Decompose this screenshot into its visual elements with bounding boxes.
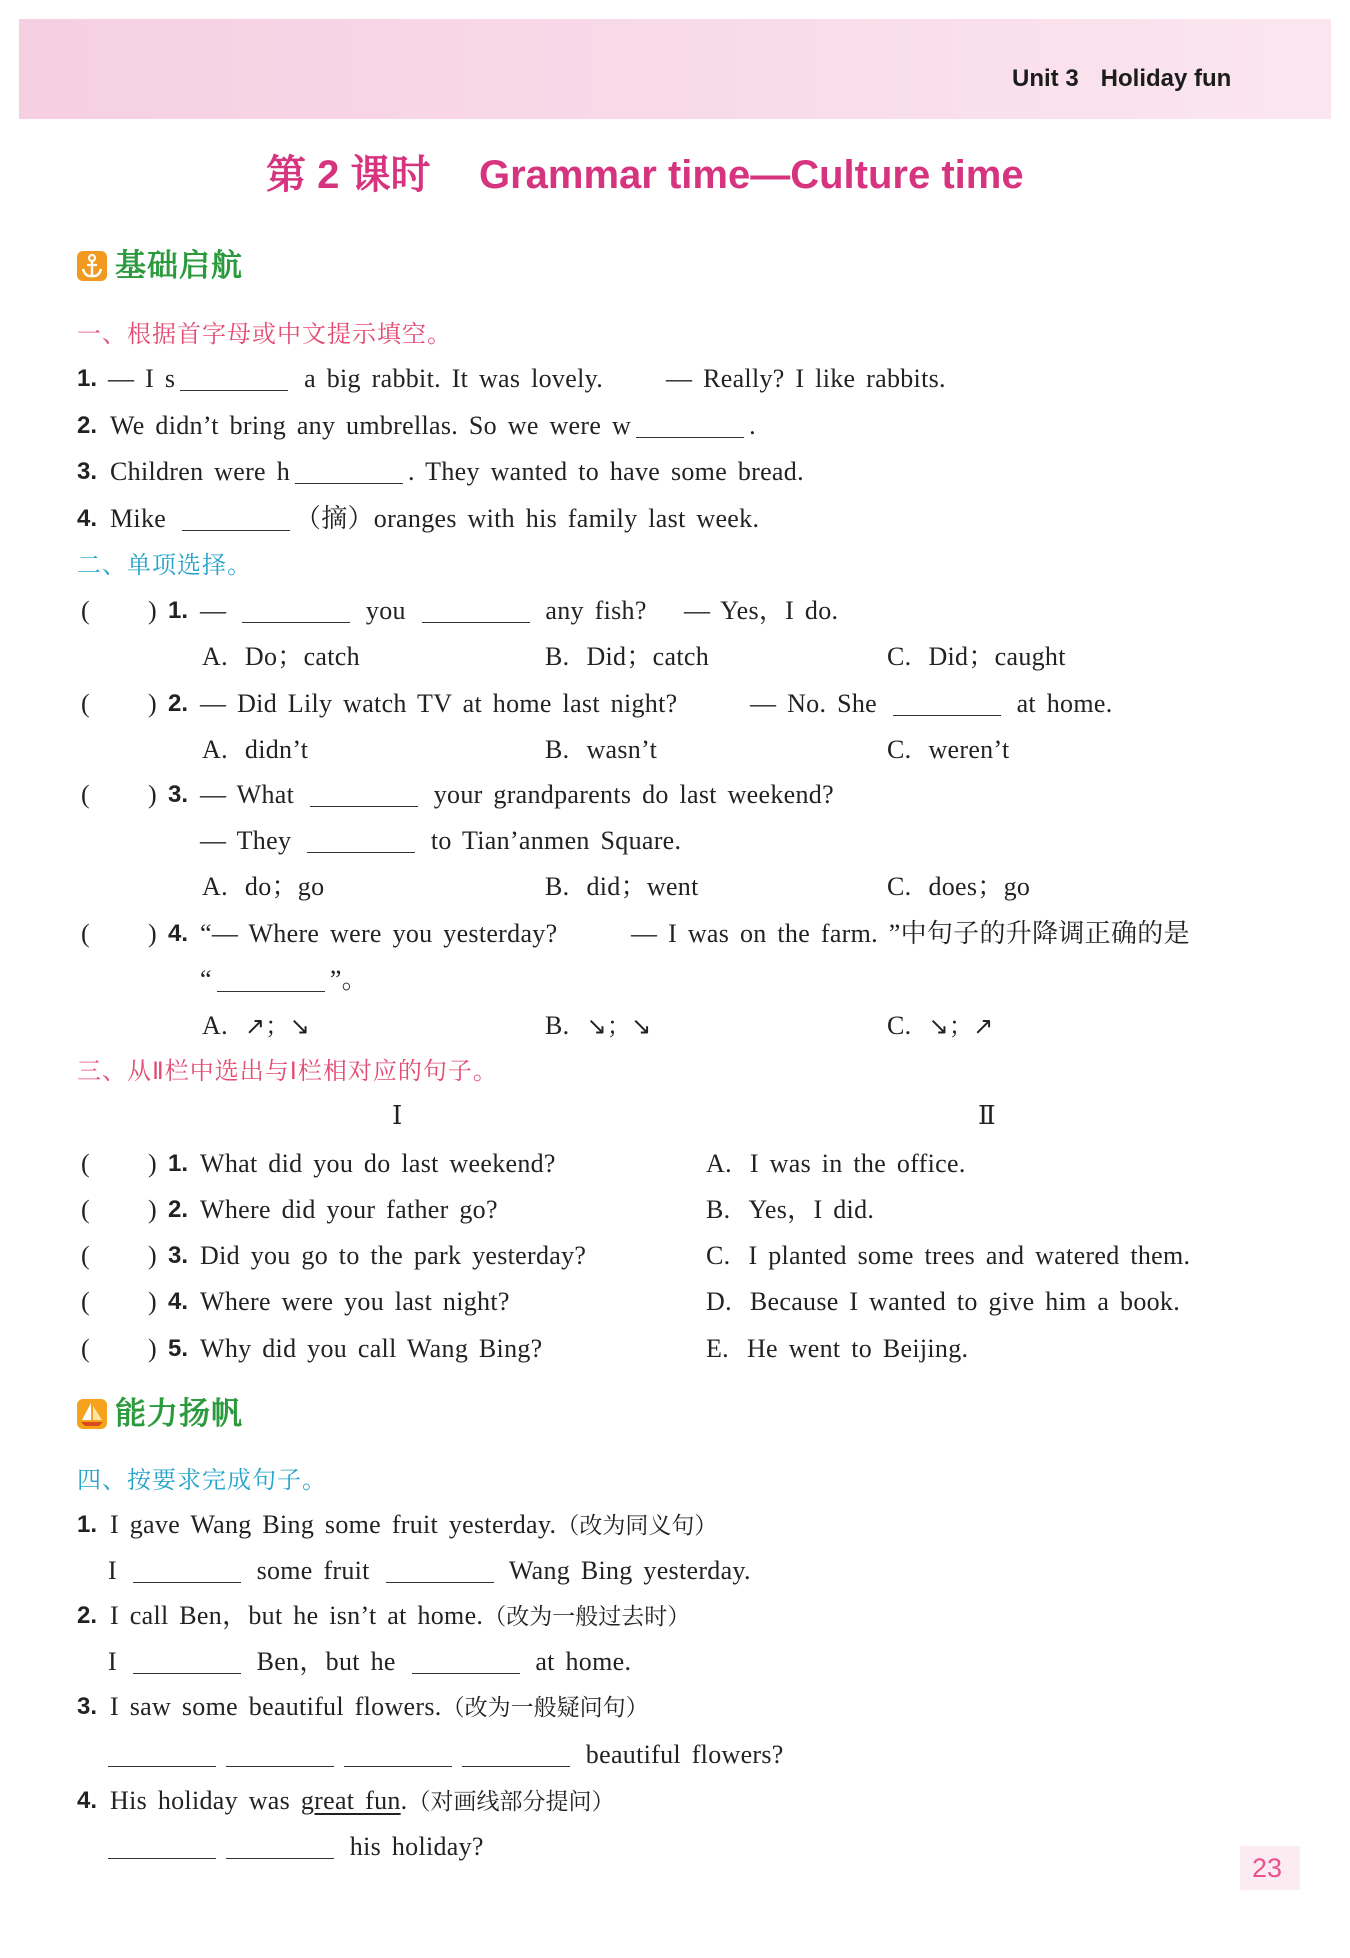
- part4-item-4: [0, 1784, 1350, 1818]
- answer-slot[interactable]: [94, 1243, 144, 1269]
- reply-text: — Yes，I do.: [684, 596, 839, 625]
- answer-blank[interactable]: [893, 695, 1001, 716]
- part4-item-1: [0, 1508, 1350, 1542]
- section-heading: 基础启航: [115, 248, 243, 285]
- answer-bracket-open: (: [81, 1287, 90, 1316]
- answer-blank[interactable]: [226, 1746, 334, 1767]
- answer-blank[interactable]: [133, 1653, 241, 1674]
- item-number: 3.: [77, 1693, 98, 1720]
- question-number: 1.: [168, 597, 189, 624]
- underlined-phrase: great fun: [300, 1786, 401, 1815]
- answer-sentence: [103, 1738, 784, 1772]
- option-a: [202, 733, 308, 767]
- option-letter: A.: [202, 872, 228, 901]
- answer-blank[interactable]: [217, 971, 325, 992]
- option-text: I was in the office.: [749, 1149, 966, 1178]
- question-text: you: [355, 596, 417, 625]
- quote-open: “: [200, 965, 212, 994]
- quote-close: ”。: [329, 965, 368, 994]
- unit-number: Unit 3: [1012, 65, 1079, 92]
- answer-blank[interactable]: [108, 1838, 216, 1859]
- option-text: wasn’t: [586, 735, 658, 764]
- answer-bracket-open: (: [81, 1195, 90, 1224]
- item-text: .: [400, 1786, 408, 1815]
- reply-text: — They: [200, 826, 303, 855]
- item-sentence: [110, 409, 756, 443]
- match-row-1: [0, 1147, 1350, 1181]
- reply-sentence: [200, 824, 681, 858]
- part1-item-1: [0, 362, 1350, 396]
- item-sentence: [110, 502, 759, 536]
- item-text: I gave Wang Bing some fruit yesterday.: [110, 1510, 557, 1539]
- part4-answer-4: [0, 1830, 1350, 1864]
- option-letter: C.: [887, 1011, 912, 1040]
- option-text: Did；catch: [586, 642, 709, 671]
- answer-sentence: [108, 1645, 631, 1679]
- reply-text: at home.: [1005, 689, 1113, 718]
- answer-text: I: [108, 1647, 128, 1676]
- answer-slot[interactable]: [94, 1197, 144, 1223]
- lesson-number: 第 2 课时: [266, 153, 431, 197]
- answer-blank[interactable]: [307, 832, 415, 853]
- question-text: your grandparents do last weekend?: [422, 780, 834, 809]
- row-number: 3.: [168, 1242, 189, 1269]
- item-sentence: [110, 455, 804, 489]
- option-letter: D.: [706, 1287, 732, 1316]
- match-row-4: [0, 1285, 1350, 1319]
- answer-blank[interactable]: [636, 417, 744, 438]
- page-number: 23: [1252, 1853, 1283, 1883]
- section-ability: [77, 1395, 243, 1433]
- column-1-sentence: Where were you last night?: [200, 1287, 510, 1316]
- question-number: 2.: [168, 690, 189, 717]
- question-sentence: [200, 963, 368, 997]
- answer-blank[interactable]: [108, 1746, 216, 1767]
- reply-text: — No. She: [750, 689, 888, 718]
- part4-item-2: [0, 1599, 1350, 1633]
- item-number: 1.: [77, 365, 98, 392]
- answer-text: Ben，but he: [245, 1647, 407, 1676]
- question-text: —: [200, 596, 238, 625]
- answer-bracket-close: ): [148, 1149, 157, 1178]
- answer-bracket-close: ): [148, 919, 157, 948]
- question-4-options: [0, 1009, 1350, 1043]
- answer-text: at home.: [524, 1647, 632, 1676]
- answer-blank[interactable]: [226, 1838, 334, 1859]
- item-number: 4.: [77, 505, 98, 532]
- option-letter: B.: [545, 872, 570, 901]
- answer-slot[interactable]: [94, 1289, 144, 1315]
- answer-blank[interactable]: [242, 602, 350, 623]
- answer-blank[interactable]: [462, 1746, 570, 1767]
- item-text: . They wanted to have some bread.: [408, 457, 804, 486]
- part2-question-3-reply: [0, 824, 1350, 858]
- answer-bracket-close: ): [148, 1287, 157, 1316]
- part4-answer-2: [0, 1645, 1350, 1679]
- answer-bracket-open: (: [81, 596, 90, 625]
- reply-text: — Really? I like rabbits.: [666, 364, 946, 393]
- question-text: “— Where were you yesterday?: [200, 919, 558, 948]
- answer-slot[interactable]: [94, 1336, 144, 1362]
- item-instruction: （改为一般疑问句）: [441, 1695, 649, 1721]
- column-2-option: [706, 1147, 966, 1181]
- option-c: [887, 733, 1009, 767]
- answer-slot[interactable]: [94, 598, 144, 624]
- option-letter: B.: [545, 735, 570, 764]
- answer-blank[interactable]: [182, 510, 290, 531]
- part2-heading: 二、单项选择。: [77, 551, 252, 579]
- option-a: [202, 640, 360, 674]
- answer-bracket-close: ): [148, 1334, 157, 1363]
- answer-bracket-close: ): [148, 1195, 157, 1224]
- option-text: didn’t: [244, 735, 309, 764]
- item-text: Mike: [110, 504, 177, 533]
- item-text: I call Ben，but he isn’t at home.: [110, 1601, 484, 1630]
- answer-bracket-close: ): [148, 780, 157, 809]
- match-row-5: [0, 1332, 1350, 1366]
- part2-question-4: [0, 917, 1350, 951]
- question-1-options: [0, 640, 1350, 674]
- answer-text: I: [108, 1556, 128, 1585]
- answer-bracket-close: ): [148, 596, 157, 625]
- part1-item-2: [0, 409, 1350, 443]
- item-text: .: [749, 411, 756, 440]
- option-text: do；go: [244, 872, 325, 901]
- match-row-2: [0, 1193, 1350, 1227]
- anchor-icon: [77, 251, 107, 281]
- question-3-options: [0, 870, 1350, 904]
- answer-bracket-open: (: [81, 919, 90, 948]
- answer-bracket-close: ): [148, 1241, 157, 1270]
- part1-item-3: [0, 455, 1350, 489]
- part4-answer-3: [0, 1738, 1350, 1772]
- item-text: I saw some beautiful flowers.: [110, 1692, 442, 1721]
- row-number: 1.: [168, 1150, 189, 1177]
- option-letter: B.: [545, 642, 570, 671]
- column-1-header: Ⅰ: [392, 1101, 403, 1131]
- part4-heading: 四、按要求完成句子。: [77, 1466, 327, 1494]
- question-number: 3.: [168, 781, 189, 808]
- row-number: 2.: [168, 1196, 189, 1223]
- option-a: [202, 870, 324, 904]
- answer-text: Wang Bing yesterday.: [498, 1556, 751, 1585]
- column-1-sentence: Why did you call Wang Bing?: [200, 1334, 543, 1363]
- item-instruction: （对画线部分提问）: [407, 1789, 615, 1815]
- column-1-sentence: Did you go to the park yesterday?: [200, 1241, 587, 1270]
- section-basic: [77, 247, 243, 285]
- option-text: Do；catch: [244, 642, 360, 671]
- question-2-options: [0, 733, 1350, 767]
- answer-blank[interactable]: [422, 602, 530, 623]
- answer-text: beautiful flowers?: [575, 1740, 784, 1769]
- option-b: [545, 733, 657, 767]
- question-text: any fish?: [534, 596, 647, 625]
- answer-blank[interactable]: [344, 1746, 452, 1767]
- part3-heading: 三、从Ⅱ栏中选出与Ⅰ栏相对应的句子。: [77, 1057, 498, 1085]
- row-number: 4.: [168, 1288, 189, 1315]
- option-text: He went to Beijing.: [746, 1334, 969, 1363]
- answer-blank[interactable]: [310, 786, 418, 807]
- answer-text: some fruit: [245, 1556, 381, 1585]
- unit-header: [1012, 64, 1231, 94]
- question-sentence: [200, 594, 647, 628]
- section-heading: 能力扬帆: [115, 1396, 243, 1433]
- column-2-option: [706, 1239, 1190, 1273]
- option-text: Because I wanted to give him a book.: [749, 1287, 1181, 1316]
- part2-question-1: [0, 594, 1350, 628]
- option-letter: C.: [887, 642, 912, 671]
- question-text: — Did Lily watch TV at home last night?: [200, 689, 678, 718]
- answer-bracket-open: (: [81, 1334, 90, 1363]
- answer-slot[interactable]: [94, 782, 144, 808]
- option-letter: A.: [202, 1011, 228, 1040]
- item-text: His holiday was: [110, 1786, 301, 1815]
- item-sentence: [110, 1599, 690, 1634]
- item-number: 1.: [77, 1511, 98, 1538]
- item-sentence: [110, 1690, 649, 1725]
- option-c: [887, 870, 1030, 904]
- option-a: [202, 1009, 310, 1043]
- column-headers: [0, 1099, 1350, 1133]
- answer-sentence: [103, 1830, 484, 1864]
- answer-blank[interactable]: [133, 1562, 241, 1583]
- option-letter: C.: [887, 735, 912, 764]
- question-text: — I was on the farm. ”中句子的升降调正确的是: [631, 919, 1190, 948]
- answer-slot[interactable]: [94, 1151, 144, 1177]
- option-c: [887, 640, 1066, 674]
- answer-blank[interactable]: [386, 1562, 494, 1583]
- item-number: 4.: [77, 1787, 98, 1814]
- answer-bracket-open: (: [81, 1241, 90, 1270]
- item-sentence: [110, 1508, 717, 1543]
- answer-sentence: [108, 1554, 751, 1588]
- option-text: ↘；↗: [928, 1012, 994, 1040]
- answer-bracket-close: ): [148, 689, 157, 718]
- part2-question-4-blank-line: [0, 963, 1350, 997]
- answer-slot[interactable]: [94, 921, 144, 947]
- column-1-sentence: What did you do last weekend?: [200, 1149, 556, 1178]
- column-2-option: [706, 1285, 1180, 1319]
- answer-blank[interactable]: [180, 370, 288, 391]
- option-b: [545, 1009, 652, 1043]
- column-2-option: [706, 1193, 874, 1227]
- answer-text: his holiday?: [339, 1832, 484, 1861]
- option-text: Yes，I did.: [748, 1195, 875, 1224]
- option-letter: C.: [706, 1241, 731, 1270]
- answer-bracket-open: (: [81, 780, 90, 809]
- option-text: I planted some trees and watered them.: [748, 1241, 1191, 1270]
- answer-bracket-open: (: [81, 1149, 90, 1178]
- item-number: 3.: [77, 458, 98, 485]
- part1-item-4: [0, 502, 1350, 536]
- column-1-sentence: Where did your father go?: [200, 1195, 498, 1224]
- option-text: ↗；↘: [244, 1012, 311, 1040]
- match-row-3: [0, 1239, 1350, 1273]
- part4-item-3: [0, 1690, 1350, 1724]
- part2-question-2: [0, 687, 1350, 721]
- item-instruction: （改为一般过去时）: [483, 1604, 691, 1630]
- option-letter: B.: [706, 1195, 731, 1224]
- question-text: — What: [200, 780, 305, 809]
- option-c: [887, 1009, 994, 1043]
- item-number: 2.: [77, 1602, 98, 1629]
- column-2-header: Ⅱ: [978, 1101, 996, 1131]
- answer-bracket-open: (: [81, 689, 90, 718]
- item-text: a big rabbit. It was lovely.: [293, 364, 604, 393]
- answer-slot[interactable]: [94, 691, 144, 717]
- answer-blank[interactable]: [412, 1653, 520, 1674]
- option-letter: A.: [706, 1149, 732, 1178]
- option-letter: B.: [545, 1011, 570, 1040]
- item-text: We didn’t bring any umbrellas. So we were w: [110, 411, 632, 440]
- row-number: 5.: [168, 1335, 189, 1362]
- lesson-title: Grammar time—Culture time: [479, 153, 1024, 197]
- option-letter: A.: [202, 735, 228, 764]
- column-2-option: [706, 1332, 968, 1366]
- sail-icon: [77, 1399, 107, 1429]
- answer-blank[interactable]: [295, 463, 403, 484]
- item-text: （摘）oranges with his family last week.: [294, 504, 760, 533]
- item-number: 2.: [77, 412, 98, 439]
- item-sentence: [110, 1784, 614, 1819]
- option-text: ↘；↘: [586, 1012, 652, 1040]
- option-text: did；went: [586, 872, 699, 901]
- item-instruction: （改为同义句）: [556, 1513, 718, 1539]
- reply-text: to Tian’anmen Square.: [420, 826, 682, 855]
- unit-title: Holiday fun: [1100, 65, 1232, 92]
- question-sentence: [200, 778, 834, 812]
- item-text: Children were h: [110, 457, 291, 486]
- option-text: does；go: [928, 872, 1031, 901]
- option-text: weren’t: [928, 735, 1010, 764]
- option-letter: E.: [706, 1334, 729, 1363]
- option-b: [545, 870, 699, 904]
- option-letter: C.: [887, 872, 912, 901]
- option-text: Did；caught: [928, 642, 1066, 671]
- part1-heading: 一、根据首字母或中文提示填空。: [77, 320, 452, 348]
- part2-question-3: [0, 778, 1350, 812]
- option-b: [545, 640, 709, 674]
- option-letter: A.: [202, 642, 228, 671]
- item-sentence: [108, 362, 603, 396]
- reply-sentence: [750, 687, 1113, 721]
- question-number: 4.: [168, 920, 189, 947]
- item-text: — I s: [108, 364, 176, 393]
- part4-answer-1: [0, 1554, 1350, 1588]
